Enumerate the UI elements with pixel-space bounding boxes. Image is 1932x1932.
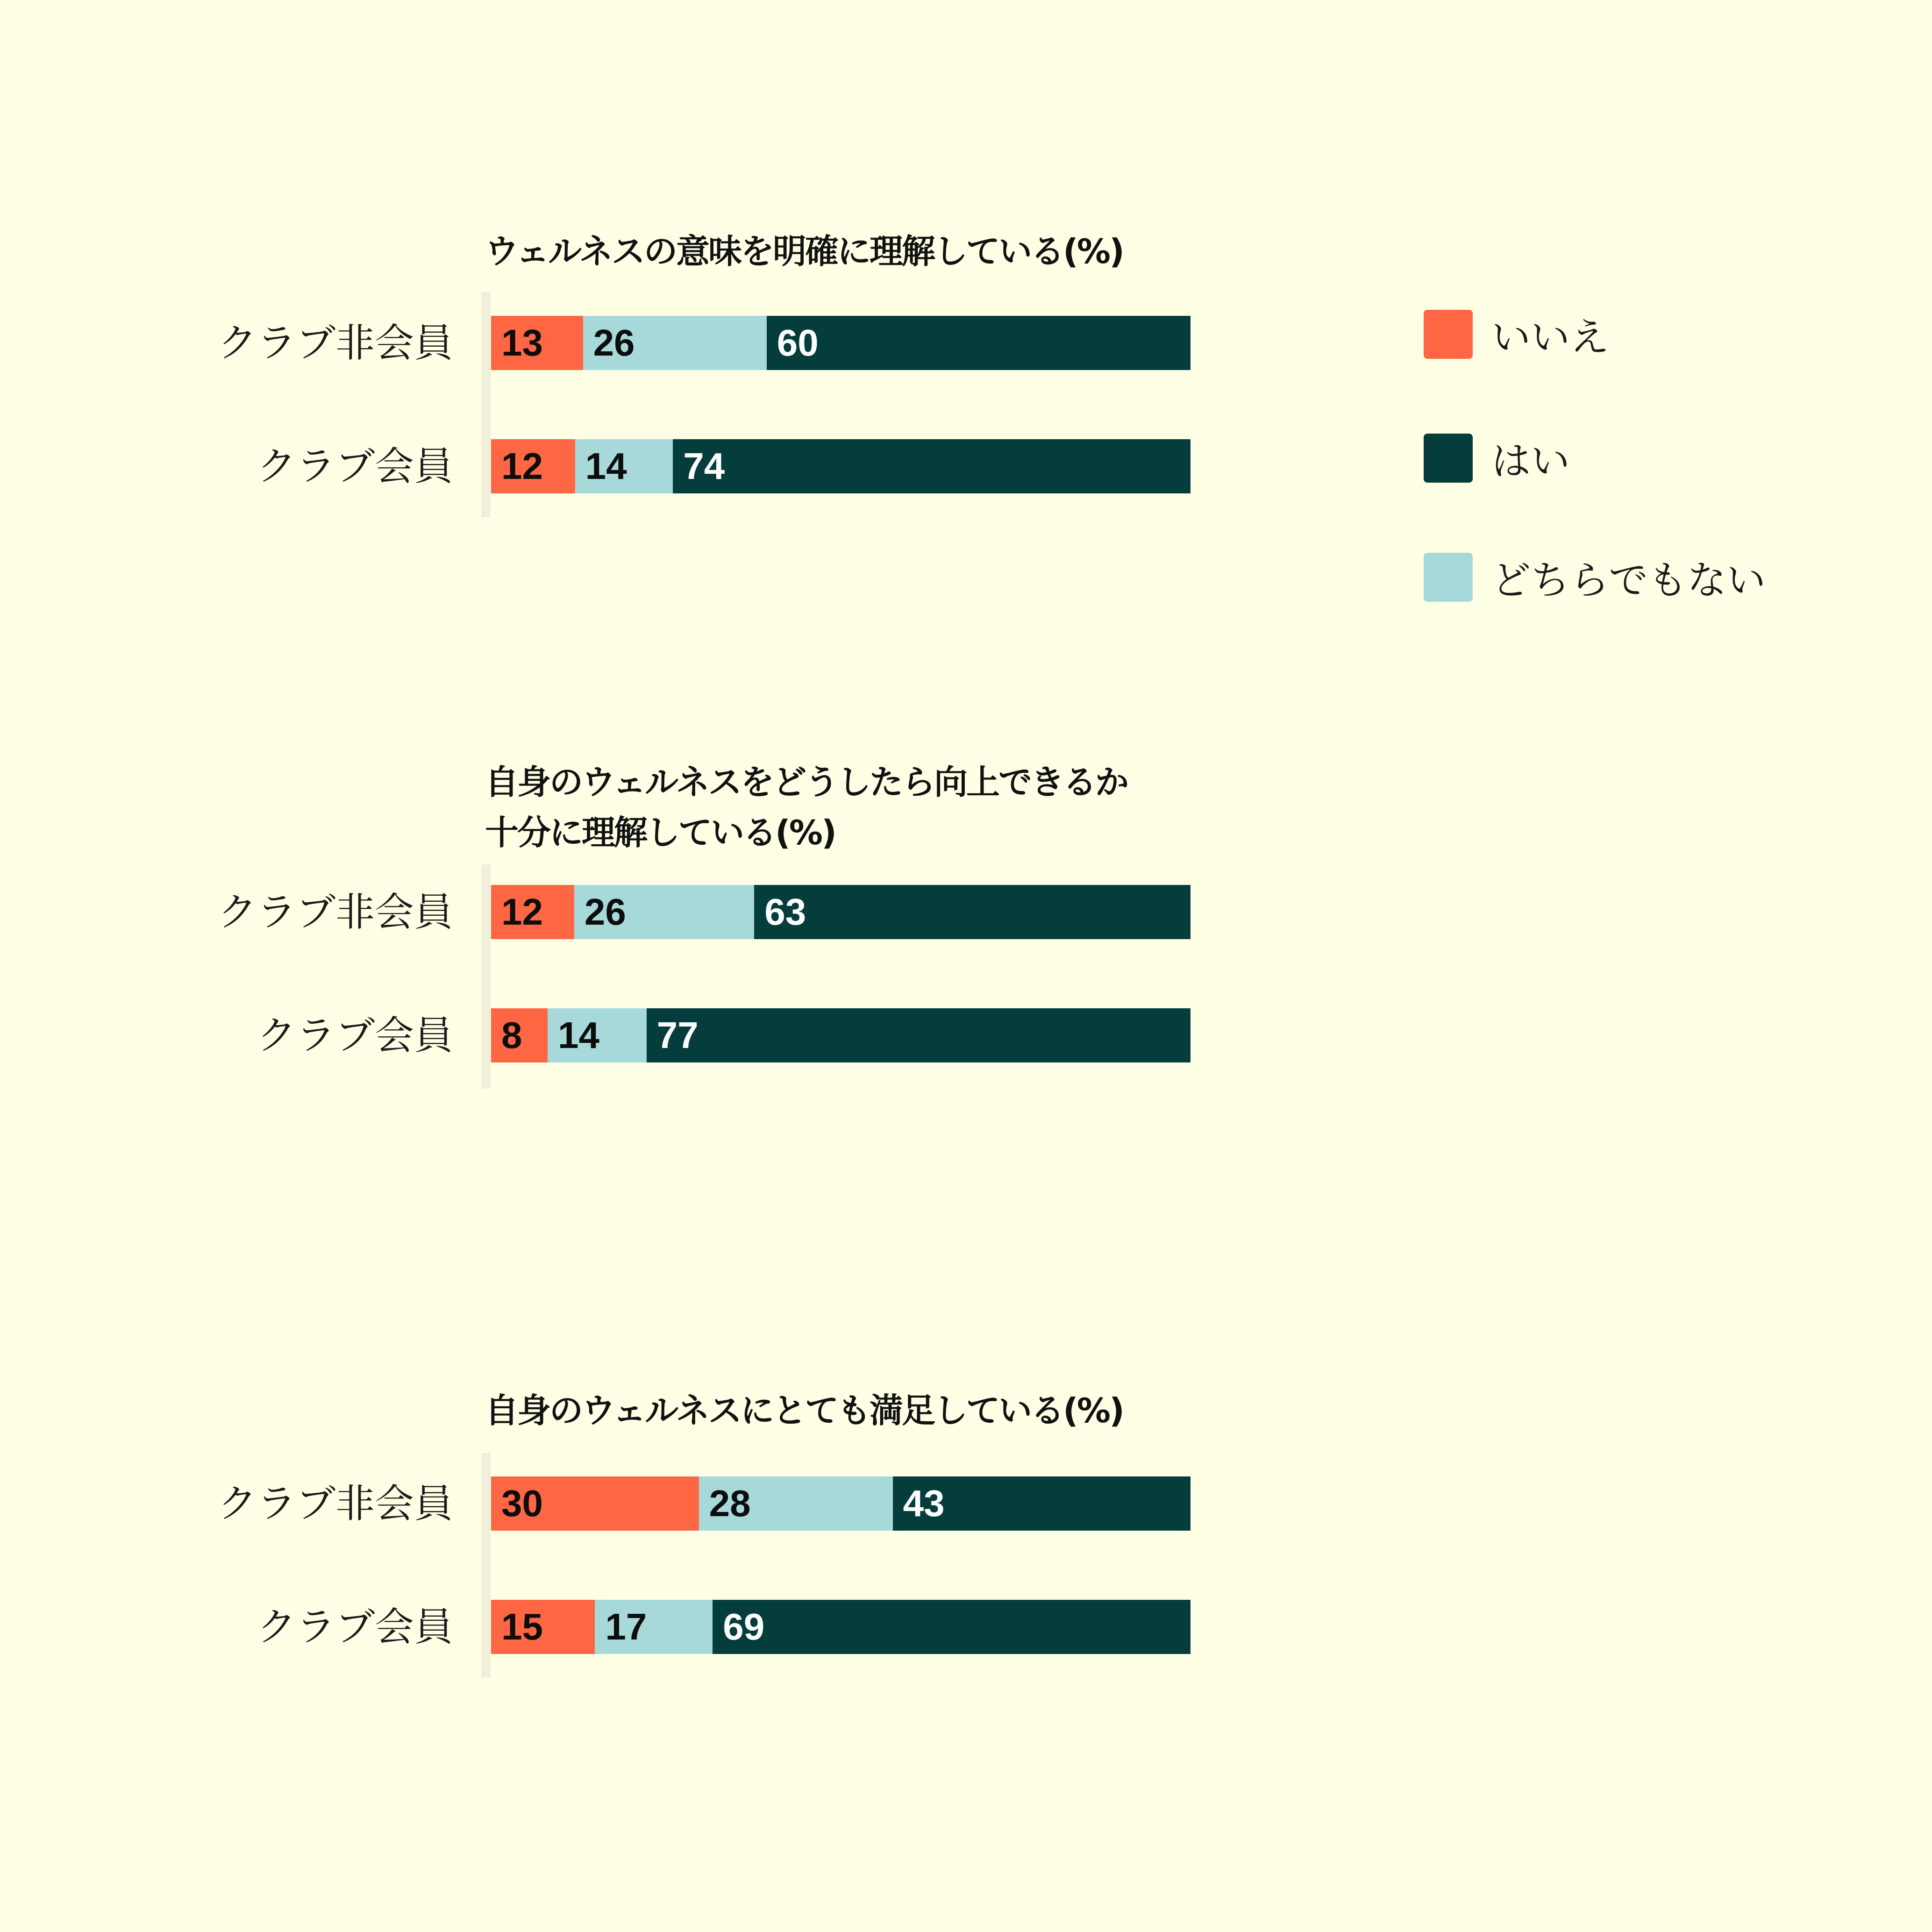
category-label: クラブ非会員 <box>217 889 453 935</box>
stacked-bar <box>491 1600 1191 1654</box>
bar-segment-iie <box>491 316 583 370</box>
data-label: 30 <box>501 1483 543 1524</box>
data-label: 12 <box>501 445 543 487</box>
category-label: クラブ会員 <box>257 1604 453 1650</box>
data-label: 8 <box>501 1014 522 1056</box>
data-label: 12 <box>501 891 543 933</box>
bar-segment-dochira <box>575 439 673 493</box>
bar-segment-hai <box>673 439 1191 493</box>
bar-segment-dochira <box>548 1008 647 1062</box>
category-label: クラブ会員 <box>257 1012 453 1058</box>
y-axis-line <box>481 1453 491 1677</box>
data-label: 15 <box>501 1606 543 1647</box>
y-axis-line <box>481 292 491 517</box>
chart-title-2: 自身のウェルネスをどうしたら向上できるか 十分に理解している(%) <box>485 763 1127 852</box>
data-label: 43 <box>903 1483 945 1524</box>
stacked-bar <box>491 1476 1191 1531</box>
data-label: 14 <box>585 445 627 487</box>
chart-title-1: ウェルネスの意味を明確に理解している(%) <box>485 232 1123 271</box>
bar-segment-dochira <box>699 1476 893 1531</box>
legend-label: いいえ <box>1491 314 1610 360</box>
bar-segment-dochira <box>583 316 767 370</box>
stacked-bar <box>491 885 1191 939</box>
bar-segment-iie <box>491 439 575 493</box>
legend-swatch <box>1424 434 1473 483</box>
bar-segment-hai <box>647 1008 1191 1062</box>
bar-segment-dochira <box>595 1600 713 1654</box>
legend-item-dochira <box>1424 549 1766 606</box>
bar-segment-hai <box>893 1476 1191 1531</box>
category-label: クラブ会員 <box>257 443 453 489</box>
data-label: 28 <box>709 1483 751 1524</box>
bar-segment-dochira <box>574 885 754 939</box>
data-label: 13 <box>501 322 543 364</box>
bar-segment-hai <box>713 1600 1191 1654</box>
category-label: クラブ非会員 <box>217 1481 453 1526</box>
legend-swatch <box>1424 310 1473 359</box>
category-label: クラブ非会員 <box>217 320 453 366</box>
bar-segment-hai <box>754 885 1191 939</box>
data-label: 74 <box>683 445 725 487</box>
legend-label: どちらでもない <box>1491 557 1766 603</box>
data-label: 69 <box>723 1606 765 1647</box>
stacked-bar <box>491 1008 1191 1062</box>
bar-segment-iie <box>491 1600 595 1654</box>
bar-segment-hai <box>767 316 1191 370</box>
data-label: 63 <box>764 891 806 933</box>
data-label: 26 <box>593 322 635 364</box>
legend-label: はい <box>1491 438 1570 484</box>
data-label: 26 <box>584 891 626 933</box>
bar-segment-iie <box>491 1008 548 1062</box>
legend-swatch <box>1424 553 1473 602</box>
stacked-bar <box>491 439 1191 493</box>
data-label: 17 <box>605 1606 647 1647</box>
legend-item-hai <box>1424 430 1570 486</box>
bar-segment-iie <box>491 885 574 939</box>
chart-title-3: 自身のウェルネスにとても満足している(%) <box>485 1391 1123 1430</box>
stacked-bar <box>491 316 1191 370</box>
data-label: 60 <box>777 322 819 364</box>
bar-segment-iie <box>491 1476 699 1531</box>
data-label: 77 <box>656 1014 699 1056</box>
legend-item-iie <box>1424 306 1609 363</box>
data-label: 14 <box>557 1014 599 1056</box>
y-axis-line <box>481 864 491 1089</box>
